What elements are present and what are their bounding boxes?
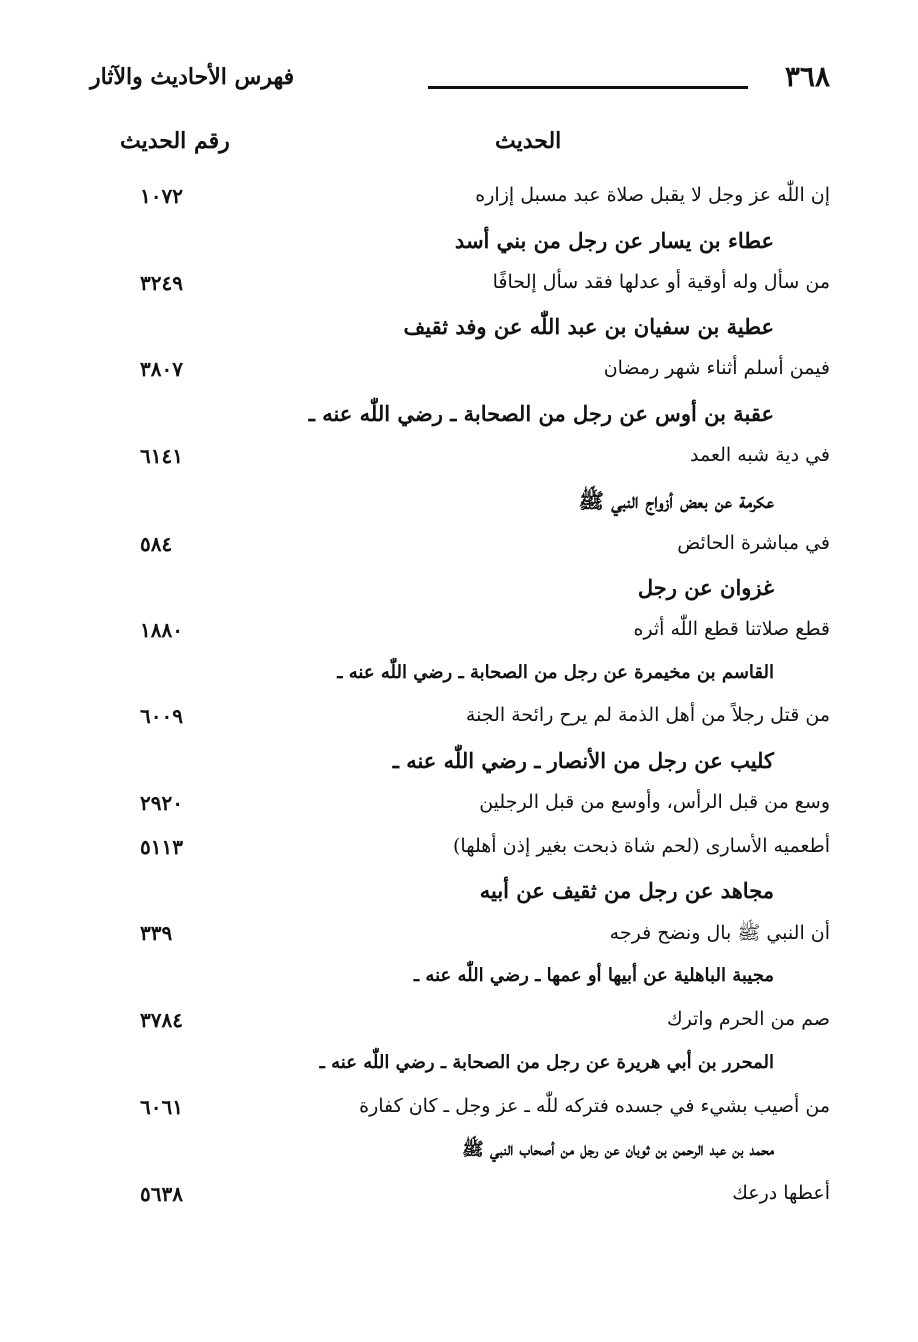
narrator-row [110,397,830,437]
narrator-row [110,1048,830,1088]
hadith-row [110,528,830,568]
page-number: ٣٦٨ [784,60,830,93]
narrator-row [110,744,830,784]
narrator-row [110,484,830,524]
hadith-number: ٦٠٦١ [140,1095,183,1119]
narrator-row [110,874,830,914]
narrator-text: المحرر بن أبي هريرة عن رجل من الصحابة ـ رضي اللّٰه عنه ـ [319,1052,774,1073]
hadith-text: أعطها درعك [732,1182,830,1204]
narrator-row [110,1134,830,1174]
hadith-number: ٦٠٠٩ [140,704,183,728]
hadith-text: قطع صلاتنا قطع اللّٰه أثره [633,618,830,640]
hadith-column-heading: الحديث [495,128,562,154]
narrator-row [110,310,830,350]
header-title: فهرس الأحاديث والآثار [90,64,295,90]
hadith-number: ٦١٤١ [140,444,183,468]
hadith-number: ٥١١٣ [140,835,183,859]
hadith-number: ٣٣٩ [140,921,173,945]
hadith-row [110,831,830,871]
narrator-text: كليب عن رجل من الأنصار ـ رضي اللّٰه عنه ـ [392,748,774,773]
narrator-text: عطاء بن يسار عن رجل من بني أسد [454,228,774,253]
hadith-text: صم من الحرم واترك [666,1008,830,1030]
hadith-row [110,614,830,654]
hadith-number: ٢٩٢٠ [140,791,183,815]
hadith-row [110,440,830,480]
narrator-text: عطية بن سفيان بن عبد اللّٰه عن وفد ثقيف [403,314,774,339]
hadith-number: ٥٨٤ [140,532,173,556]
narrator-text: عقبة بن أوس عن رجل من الصحابة ـ رضي اللّٰه عنه ـ [308,401,774,426]
hadith-row [110,180,830,220]
narrator-row [110,571,830,611]
narrator-text: محمد بن عبد الرحمن بن ثوبان عن رجل من أصحاب النبي ﷺ [462,1139,774,1160]
narrator-row [110,224,830,264]
hadith-number: ١٠٧٢ [140,184,183,208]
hadith-row [110,787,830,827]
hadith-row [110,1004,830,1044]
hadith-text: وسع من قبل الرأس، وأوسع من قبل الرجلين [479,791,830,813]
narrator-text: القاسم بن مخيمرة عن رجل من الصحابة ـ رضي اللّٰه عنه ـ [337,662,774,683]
hadith-row [110,267,830,307]
hadith-text: إن اللّٰه عز وجل لا يقبل صلاة عبد مسبل إزاره [475,184,830,206]
hadith-number: ٣٧٨٤ [140,1008,183,1032]
hadith-text: من أصيب بشيء في جسده فتركه للّٰه ـ عز وجل ـ كان كفارة [359,1095,830,1117]
number-column-heading: رقم الحديث [120,128,230,154]
hadith-row [110,353,830,393]
running-header [90,58,830,94]
narrator-text: مجيبة الباهلية عن أبيها أو عمها ـ رضي اللّٰه عنه ـ [413,965,774,986]
hadith-text: فيمن أسلم أثناء شهر رمضان [603,357,830,379]
hadith-number: ٣٢٤٩ [140,271,183,295]
narrator-text: غزوان عن رجل [637,575,774,600]
hadith-text: أطعميه الأسارى (لحم شاة ذبحت بغير إذن أهلها) [453,835,830,857]
narrator-row [110,658,830,698]
narrator-text: مجاهد عن رجل من ثقيف عن أبيه [479,878,774,903]
hadith-text: من سأل وله أوقية أو عدلها فقد سأل إلحافًا [492,271,830,293]
hadith-row [110,700,830,740]
hadith-row [110,917,830,957]
hadith-text: في مباشرة الحائض [677,532,830,554]
hadith-text: في دية شبه العمد [689,444,830,466]
hadith-number: ١٨٨٠ [140,618,183,642]
hadith-row [110,1091,830,1131]
hadith-number: ٥٦٣٨ [140,1182,183,1206]
hadith-number: ٣٨٠٧ [140,357,183,381]
hadith-text: أن النبي ﷺ بال ونضح فرجه [609,922,830,944]
hadith-row [110,1178,830,1218]
narrator-row [110,961,830,1001]
hadith-text: من قتل رجلاً من أهل الذمة لم يرح رائحة الجنة [465,704,830,726]
narrator-text: عكرمة عن بعض أزواج النبي ﷺ [578,488,774,513]
header-rule [428,86,748,89]
